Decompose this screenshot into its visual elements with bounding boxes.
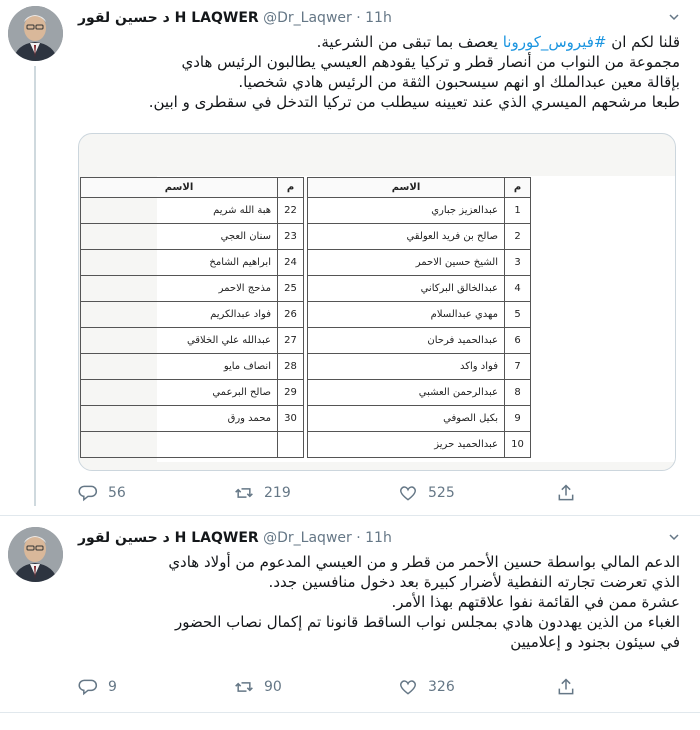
like-button[interactable]: [398, 677, 455, 697]
row-name: ابراهيم الشامخ: [81, 250, 278, 276]
column-header: م: [505, 178, 531, 198]
reply-button[interactable]: [78, 483, 126, 503]
share-icon: [556, 677, 576, 697]
table-header-row: [81, 178, 531, 198]
row-number: 27: [278, 328, 304, 354]
row-number: 24: [278, 250, 304, 276]
table-gap: [304, 406, 308, 432]
row-number: 8: [505, 380, 531, 406]
table-gap: [304, 380, 308, 406]
reply-count: 9: [108, 679, 117, 695]
tweet-actions: [78, 483, 638, 503]
table-row: [81, 198, 531, 224]
tweet-text: [78, 32, 680, 112]
row-number: 30: [278, 406, 304, 432]
row-name: مذحج الاحمر: [81, 276, 278, 302]
row-name: عبدالخالق البركاني: [308, 276, 505, 302]
row-number: 22: [278, 198, 304, 224]
table-gap: [304, 432, 308, 458]
tweet-text-line: طبعا مرشحهم الميسري الذي عند تعيينه سيطلب من تركيا التدخل في سقطرى و ابين.: [148, 93, 680, 111]
names-table: [80, 177, 531, 458]
user-handle[interactable]: @Dr_Laqwer: [263, 530, 352, 546]
like-count: 326: [428, 679, 455, 695]
table-row: [81, 380, 531, 406]
row-name: محمد ورق: [81, 406, 278, 432]
table-gap: [304, 224, 308, 250]
tweet[interactable]: [0, 517, 700, 713]
tweet-text-line: مجموعة من النواب من أنصار قطر و تركيا يقودهم العيسي يطالبون الرئيس هادي: [181, 53, 680, 71]
timestamp[interactable]: 11h: [365, 10, 392, 26]
row-number: [278, 432, 304, 458]
table-gap: [304, 198, 308, 224]
table-gap: [304, 276, 308, 302]
row-name: عبدالرحمن العشبي: [308, 380, 505, 406]
row-name: مهدي عبدالسلام: [308, 302, 505, 328]
display-name[interactable]: د حسين لقور H LAQWER: [78, 530, 259, 546]
tweet-header: [78, 8, 392, 28]
row-number: 5: [505, 302, 531, 328]
row-name: عبدالله علي الخلاقي: [81, 328, 278, 354]
row-number: 29: [278, 380, 304, 406]
retweet-button[interactable]: [234, 677, 282, 697]
table-row: [81, 224, 531, 250]
row-name: الشيخ حسين الاحمر: [308, 250, 505, 276]
share-icon: [556, 483, 576, 503]
row-name: عبدالعزيز جباري: [308, 198, 505, 224]
like-button[interactable]: [398, 483, 455, 503]
reply-button[interactable]: [78, 677, 117, 697]
retweet-icon: [234, 483, 254, 503]
row-name: صالح البرعمي: [81, 380, 278, 406]
row-name: انصاف مايو: [81, 354, 278, 380]
row-name: فواد عبدالكريم: [81, 302, 278, 328]
avatar-image: [8, 6, 63, 61]
thread-line: [34, 66, 36, 506]
table-row: [81, 354, 531, 380]
like-count: 525: [428, 485, 455, 501]
reply-count: 56: [108, 485, 126, 501]
column-header: الاسم: [81, 178, 278, 198]
row-number: 25: [278, 276, 304, 302]
heart-icon: [398, 677, 418, 697]
chevron-down-icon[interactable]: [668, 531, 680, 543]
table-gap: [304, 354, 308, 380]
row-name: صالح بن فريد العولقي: [308, 224, 505, 250]
row-name: عبدالحميد فرحان: [308, 328, 505, 354]
row-number: 4: [505, 276, 531, 302]
table-row: [81, 276, 531, 302]
row-number: 10: [505, 432, 531, 458]
row-number: 6: [505, 328, 531, 354]
display-name[interactable]: د حسين لقور H LAQWER: [78, 10, 259, 26]
table-row: [81, 328, 531, 354]
row-name: فواد واكد: [308, 354, 505, 380]
row-number: 28: [278, 354, 304, 380]
tweet-text-line: عشرة ممن في القائمة نفوا علاقتهم بهذا الأمر.: [391, 593, 680, 611]
row-name: هبة الله شريم: [81, 198, 278, 224]
tweet-text: [78, 552, 680, 652]
chevron-down-icon[interactable]: [668, 11, 680, 23]
column-header: الاسم: [308, 178, 505, 198]
tweet-text-line: الدعم المالي بواسطة حسين الأحمر من قطر و من العيسي المدعوم من أولاد هادي: [168, 553, 680, 571]
row-number: 1: [505, 198, 531, 224]
row-number: 26: [278, 302, 304, 328]
retweet-count: 90: [264, 679, 282, 695]
avatar-image: [8, 527, 63, 582]
row-number: 9: [505, 406, 531, 432]
row-name: سنان العجي: [81, 224, 278, 250]
row-number: 7: [505, 354, 531, 380]
table-gap: [304, 178, 308, 198]
share-button[interactable]: [556, 483, 586, 503]
timestamp[interactable]: 11h: [365, 530, 392, 546]
separator-dot: ·: [356, 530, 361, 546]
tweet-text-line: بإقالة معين عبدالملك او انهم سيسحبون الثقة من الرئيس هادي شخصيا.: [238, 73, 680, 91]
tweet-text-line: الذي تعرضت تجارته النفطية لأضرار كبيرة بعد دخول منافسين جدد.: [268, 573, 680, 591]
table-row: [81, 406, 531, 432]
column-header: م: [278, 178, 304, 198]
reply-icon: [78, 483, 98, 503]
table-row: [81, 432, 531, 458]
retweet-icon: [234, 677, 254, 697]
table-gap: [304, 302, 308, 328]
retweet-count: 219: [264, 485, 291, 501]
table-row: [81, 250, 531, 276]
row-name: بكيل الصوفي: [308, 406, 505, 432]
reply-icon: [78, 677, 98, 697]
tweet-actions: [78, 677, 638, 697]
row-name: [81, 432, 278, 458]
row-number: 3: [505, 250, 531, 276]
row-number: 23: [278, 224, 304, 250]
tweet-text-line: الغباء من الذين يهددون هادي بمجلس نواب الساقط قانونا تم إكمال نصاب الحضور: [174, 613, 680, 631]
tweet-text-line: في سيئون بجنود و إعلاميين: [510, 633, 680, 651]
avatar[interactable]: [8, 6, 63, 61]
table-gap: [304, 250, 308, 276]
avatar[interactable]: [8, 527, 63, 582]
hashtag-link[interactable]: #فيروس_كورونا: [502, 33, 607, 51]
table-gap: [304, 328, 308, 354]
row-name: عبدالحميد حريز: [308, 432, 505, 458]
retweet-button[interactable]: [234, 483, 291, 503]
tweet-header: [78, 528, 392, 548]
share-button[interactable]: [556, 677, 586, 697]
table-row: [81, 302, 531, 328]
row-number: 2: [505, 224, 531, 250]
tweet-text-line: قلنا لكم ان #فيروس_كورونا يعصف بما تبقى من الشرعية.: [316, 33, 680, 51]
user-handle[interactable]: @Dr_Laqwer: [263, 10, 352, 26]
heart-icon: [398, 483, 418, 503]
separator-dot: ·: [356, 10, 361, 26]
